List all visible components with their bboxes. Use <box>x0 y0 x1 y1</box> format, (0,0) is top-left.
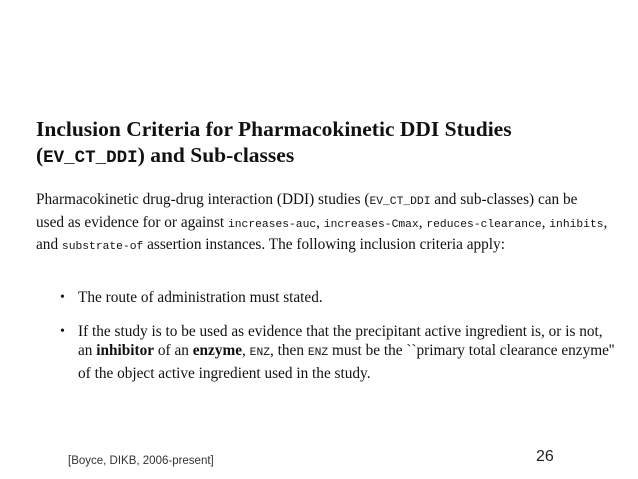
citation: [Boyce, DIKB, 2006-present] <box>68 455 214 467</box>
bullet-text: of an <box>154 342 193 360</box>
code-term: increases-auc <box>228 218 317 231</box>
code-term: inhibits <box>549 218 604 231</box>
paragraph-text: and sub-classes) can be used as evidence for or against <box>36 191 578 231</box>
code-term: ENZ <box>249 347 271 360</box>
paragraph-text: , <box>418 213 427 231</box>
list-item <box>60 322 620 384</box>
code-term: reduces-clearance <box>426 218 542 231</box>
list-item <box>60 288 620 308</box>
bullet-icon: • <box>60 323 65 339</box>
paragraph-text: Pharmacokinetic drug-drug interaction (DDI) studies ( <box>36 191 370 208</box>
heading-code: EV_CT_DDI <box>43 148 138 168</box>
heading-paren: ( <box>36 143 44 167</box>
code-term: increases-Cmax <box>323 218 419 231</box>
paragraph-text: , <box>541 213 550 231</box>
bullet-icon: • <box>60 290 65 305</box>
code-term: EV_CT_DDI <box>369 196 431 208</box>
heading-text: Inclusion Criteria for Pharmacokinetic DDI Studies <box>36 117 512 141</box>
bold-term: inhibitor <box>96 342 155 360</box>
page-number: 26 <box>536 448 554 465</box>
slide-heading <box>36 116 616 171</box>
code-term: ENZ <box>307 347 329 360</box>
bullet-text: must be the ``primary total clearance enzyme'' of the object active ingredient used in the study. <box>78 342 615 382</box>
paragraph-text: , <box>316 213 324 231</box>
paragraph-text: assertion instances. The following inclusion criteria apply: <box>143 236 505 254</box>
bullet-text: The route of administration must stated. <box>78 289 323 306</box>
bullet-text: , then <box>270 342 308 360</box>
paragraph-text: , and <box>36 213 608 254</box>
heading-text-2: ) and Sub-classes <box>137 143 295 167</box>
bold-term: enzyme <box>192 342 243 360</box>
criteria-list <box>60 288 620 397</box>
bullet-text: , <box>242 342 250 360</box>
bullet-text: If the study is to be used as evidence that the precipitant active ingredient is, or is not, an <box>78 322 603 360</box>
intro-paragraph <box>36 190 608 258</box>
code-term: substrate-of <box>61 241 144 254</box>
